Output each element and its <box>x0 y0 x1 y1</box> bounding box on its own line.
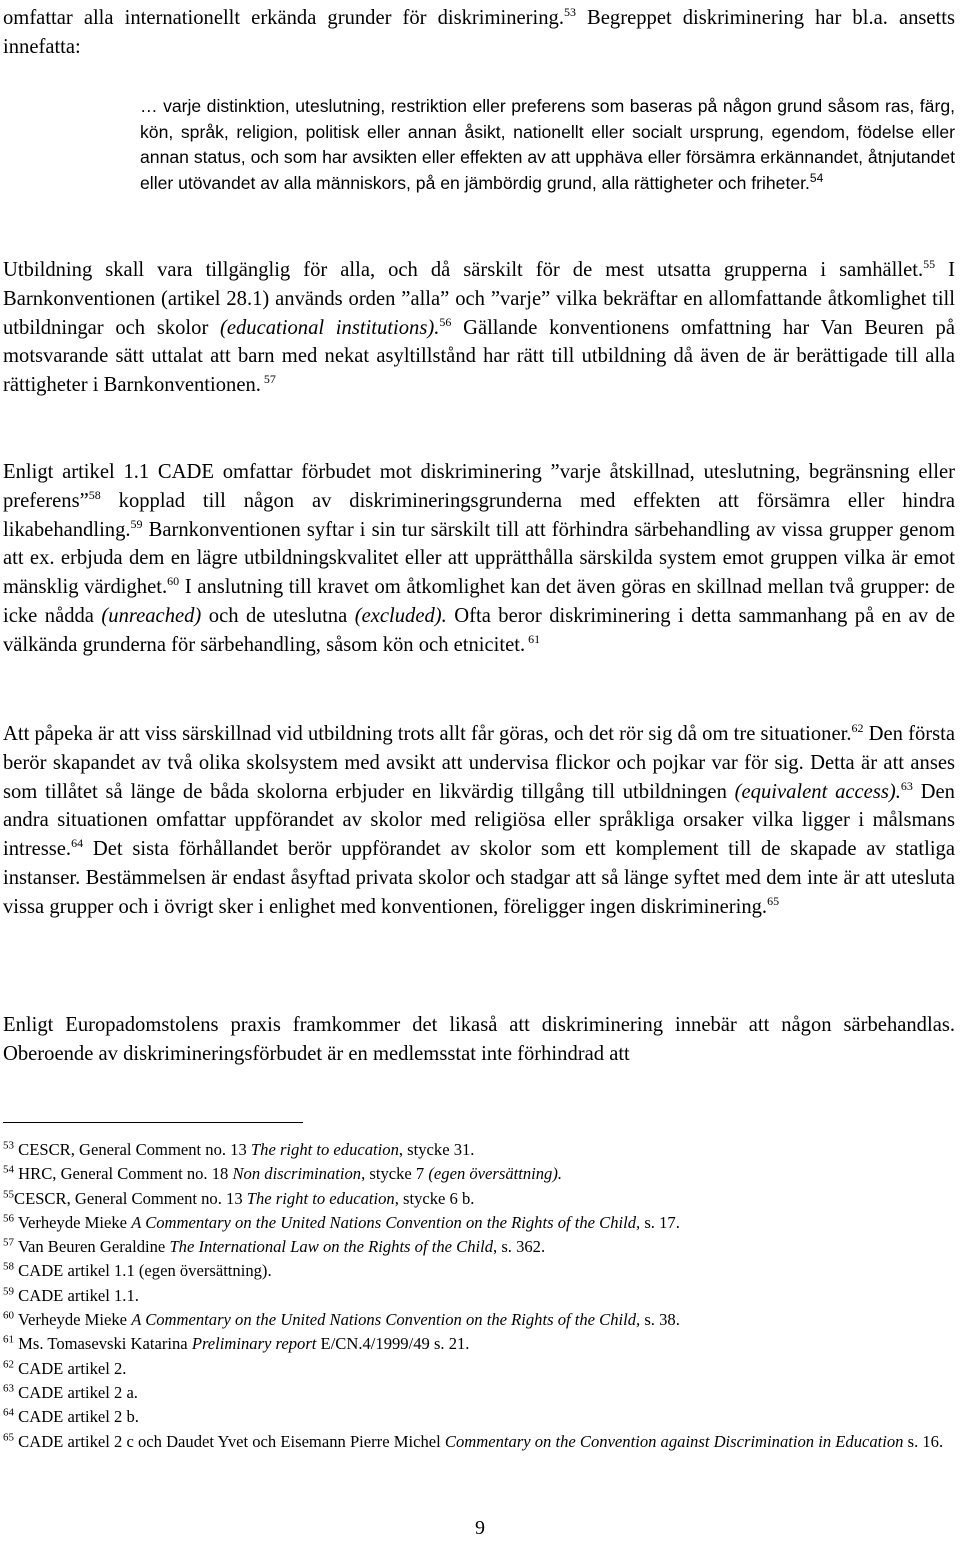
footnote-ref: 60 <box>3 1309 14 1322</box>
footnote <box>3 1405 955 1429</box>
footnote-ref: 64 <box>3 1406 14 1419</box>
italic-text: Non discrimination <box>232 1164 362 1184</box>
footnote-ref: 54 <box>3 1163 14 1176</box>
text-run: Det sista förhållandet berör uppförandet av skolor som ett komplement till de skapade av statliga instanser. Bestämmelsen är endast åsyftad privata skolor och stadgar att så länge syftet med dem inte är att utesluta vissa grupper och i övrigt sker i enlighet med konventionen, föreligger ingen diskriminering. <box>3 838 955 918</box>
text-run: CADE artikel 2 b. <box>14 1407 139 1427</box>
text-run: , stycke 6 b. <box>394 1188 475 1208</box>
text-run: Barnkonventionen syftar i sin tur särskilt till att förhindra särbehandling av vissa grupper genom att ex. erbjuda dem en lägre utbildningskvalitet eller att upprätthålla särskilda system emot gruppen vilka är emot mänsklig värdighet. <box>3 518 955 599</box>
paragraph-cade-article <box>3 458 955 660</box>
italic-text: The right to education <box>250 1140 399 1159</box>
footnote-ref: 61 <box>3 1333 14 1346</box>
text-run: Den andra situationen omfattar uppförandet av skolor med religiösa eller språkliga orsaker vilka ligger i målsmans intresse. <box>3 780 955 861</box>
text-run: CESCR, General Comment no. 13 <box>14 1140 251 1159</box>
italic-text: The International Law on the Rights of the Child <box>169 1237 494 1257</box>
italic-text: (equivalent access). <box>734 780 901 803</box>
footnote <box>3 1235 955 1259</box>
footnote-ref: 55 <box>923 257 936 272</box>
text-run: kopplad till någon av diskrimineringsgrunderna med effekten att försämra eller hindra likabehandling. <box>3 489 955 541</box>
italic-text: (educational institutions). <box>220 316 440 339</box>
footnote <box>3 1187 955 1211</box>
italic-text: A Commentary on the United Nations Convention on the Rights of the Child, <box>131 1310 641 1330</box>
text-run: Gällande konventionens omfattning har Van Beuren på motsvarande sätt uttalat att barn med nekat asyltillstånd har rätt till utbildning då även de är berättigade till alla rättigheter i Barnkonventionen. <box>3 316 955 397</box>
page-number: 9 <box>475 1517 485 1539</box>
footnote <box>3 1211 955 1235</box>
italic-text: (unreached) <box>101 604 202 627</box>
italic-text: Commentary on the Convention against Discrimination in Education <box>444 1431 904 1451</box>
footnote <box>3 1381 955 1405</box>
text-run: CESCR, General Comment no. 13 <box>14 1188 247 1208</box>
text-run: Utbildning skall vara tillgänglig för alla, och då särskilt för de mest utsatta grupperna i samhället. <box>3 259 924 281</box>
text-run: , s. 362. <box>493 1237 546 1257</box>
footnote <box>3 1357 955 1381</box>
footnote-ref: 65 <box>3 1431 14 1444</box>
italic-text: (egen översättning). <box>428 1164 563 1184</box>
footnote-ref: 56 <box>3 1212 14 1225</box>
text-run: CADE artikel 2. <box>14 1358 127 1378</box>
footnote-ref: 53 <box>564 5 576 20</box>
text-run: E/CN.4/1999/49 s. 21. <box>316 1334 470 1354</box>
text-run: , stycke 31. <box>398 1140 475 1159</box>
text-run: I Barnkonventionen (artikel 28.1) används orden ”alla” och ”varje” vilka bekräftar en allomfattande åtkomlighet till utbildningar och skolor <box>3 259 955 339</box>
footnote-ref: 65 <box>767 893 780 908</box>
text-run: Enligt artikel 1.1 CADE omfattar förbudet mot diskriminering ”varje åtskillnad, uteslutning, begränsning eller preferens” <box>3 461 955 512</box>
paragraph-european-court <box>3 1011 955 1069</box>
paragraph-intro <box>3 4 955 62</box>
footnote <box>3 1308 955 1332</box>
footnote-ref: 61 <box>525 631 541 646</box>
footnote-ref: 58 <box>88 487 101 502</box>
text-run: Enligt Europadomstolens praxis framkommer det likaså att diskriminering innebär att någon särbehandlas. Oberoende av diskrimineringsförbudet är en medlemsstat inte förhindrad att <box>3 1014 955 1065</box>
text-run: s. 16. <box>903 1431 944 1451</box>
text-run: , stycke 7 <box>361 1164 429 1184</box>
block-quote <box>140 94 955 196</box>
footnote-ref: 64 <box>71 836 84 851</box>
footnote-ref: 59 <box>3 1285 14 1298</box>
text-run: s. 17. <box>640 1212 680 1232</box>
footnote <box>3 1138 955 1162</box>
italic-text: A Commentary on the United Nations Convention on the Rights of the Child, <box>131 1212 641 1232</box>
footnote-ref: 54 <box>809 170 824 185</box>
text-run: I anslutning till kravet om åtkomlighet kan det även göras en skillnad mellan två grupper: de icke nådda <box>3 576 955 627</box>
text-run: CADE artikel 2 a. <box>14 1382 138 1402</box>
footnote-ref: 62 <box>851 721 864 736</box>
footnote-list <box>3 1138 955 1454</box>
footnote-separator <box>3 1122 303 1123</box>
text-run: CADE artikel 2 c och Daudet Yvet och Eisemann Pierre Michel <box>14 1431 445 1451</box>
paragraph-exceptions <box>3 720 955 922</box>
paragraph-accessibility <box>3 256 955 400</box>
text-run: Begreppet diskriminering har bl.a. ansetts innefatta: <box>3 7 955 58</box>
footnote-ref: 60 <box>167 574 180 589</box>
text-run: Verheyde Mieke <box>14 1212 132 1232</box>
text-run: Van Beuren Geraldine <box>14 1237 170 1257</box>
footnote-ref: 58 <box>3 1260 14 1273</box>
footnote-ref: 63 <box>3 1382 14 1395</box>
text-run: omfattar alla internationellt erkända grunder för diskriminering. <box>3 7 564 29</box>
footnote-ref: 62 <box>3 1358 14 1371</box>
text-run: Ofta beror diskriminering i detta sammanhang på en av de välkända grunderna för särbehandling, såsom kön och etnicitet. <box>3 604 955 656</box>
text-run: CADE artikel 1.1 (egen översättning). <box>14 1261 272 1281</box>
footnote-ref: 53 <box>3 1139 14 1152</box>
text-run: CADE artikel 1.1. <box>14 1285 139 1305</box>
italic-text: Preliminary report <box>191 1334 317 1354</box>
footnote-ref: 63 <box>900 778 913 793</box>
text-run: … varje distinktion, uteslutning, restriktion eller preferens som baseras på någon grund såsom ras, färg, kön, språk, religion, politisk eller annan åsikt, nationellt eller socialt ursprung, egendom, födelse eller annan status, och som har avsikten eller effekten av att upphäva eller försämra erkännandet, åtnjutandet eller utövandet av alla människors, på en jämbördig grund, alla rättigheter och friheter. <box>140 96 955 193</box>
text-run: Verheyde Mieke <box>14 1310 132 1330</box>
footnote-ref: 57 <box>260 372 276 387</box>
text-run: s. 38. <box>640 1310 680 1330</box>
text-run: Den första berör skapandet av två olika skolsystem med avsikt att undervisa flickor och pojkar var för sig. Detta är att anses som tillåtet så länge de båda skolorna erbjuder en likvärdig tillgång till utbildningen <box>3 723 955 803</box>
footnote <box>3 1259 955 1283</box>
footnote <box>3 1430 955 1454</box>
italic-text: (excluded). <box>354 604 447 627</box>
text-run: och de uteslutna <box>201 604 355 627</box>
text-run: Ms. Tomasevski Katarina <box>14 1334 192 1354</box>
footnote-ref: 56 <box>439 314 452 329</box>
text-run: Att påpeka är att viss särskillnad vid utbildning trots allt får göras, och det rör sig då om tre situationer. <box>3 723 852 745</box>
footnote-ref: 59 <box>130 516 143 531</box>
italic-text: The right to education <box>246 1188 395 1208</box>
footnote-ref: 57 <box>3 1236 14 1249</box>
text-run: HRC, General Comment no. 18 <box>14 1164 233 1184</box>
footnote <box>3 1332 955 1356</box>
footnote <box>3 1284 955 1308</box>
footnote-ref: 55 <box>3 1188 14 1201</box>
footnote <box>3 1162 955 1186</box>
